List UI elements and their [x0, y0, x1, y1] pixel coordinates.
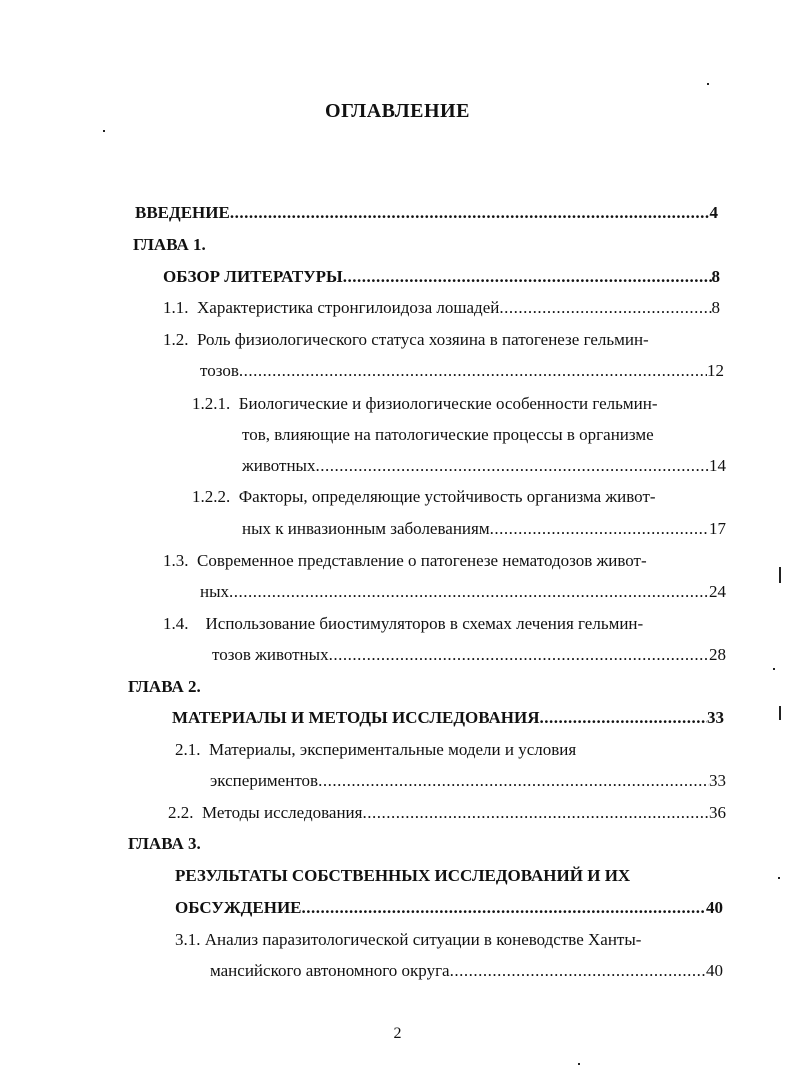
toc-entry-number: 1.2.2.	[192, 487, 231, 506]
leader-dots	[230, 201, 710, 225]
toc-entry-1-2-2-continuation	[242, 517, 726, 541]
toc-entry-text: Характеристика стронгилоидоза лошадей	[197, 298, 500, 317]
leader-dots	[239, 359, 707, 383]
toc-chapter-2	[128, 675, 201, 699]
toc-entry-number: 3.1.	[175, 930, 201, 949]
scan-speck	[578, 1063, 580, 1065]
toc-entry-3-1-continuation	[210, 959, 723, 983]
toc-entry-page: 33	[709, 771, 726, 790]
toc-entry-text: Современное представление о патогенезе нематодозов живот-	[197, 551, 647, 570]
toc-entry-2-1-continuation	[210, 769, 726, 793]
toc-entry-number: 1.3.	[163, 551, 189, 570]
toc-entry-page: 14	[709, 456, 726, 475]
toc-entry-1-2	[163, 328, 649, 352]
leader-dots	[362, 801, 709, 825]
toc-entry-text: Роль физиологического статуса хозяина в патогенезе гельмин-	[197, 330, 649, 349]
toc-entry-results	[175, 864, 630, 888]
leader-dots	[229, 580, 709, 604]
toc-entry-results-continuation	[175, 896, 723, 920]
scan-speck	[779, 706, 781, 720]
scan-speck	[773, 668, 775, 670]
toc-entry-2-2	[168, 801, 726, 825]
toc-entry-1-1	[163, 296, 720, 320]
toc-entry-page: 33	[707, 708, 724, 727]
toc-entry-introduction	[135, 201, 718, 225]
leader-dots	[329, 643, 709, 667]
toc-entry-number: 1.4.	[163, 614, 189, 633]
toc-entry-number: 1.2.1.	[192, 394, 231, 413]
toc-entry-number: 1.2.	[163, 330, 189, 349]
scan-speck	[707, 83, 709, 85]
toc-entry-2-1	[175, 738, 576, 762]
toc-entry-text: тозов животных	[212, 645, 329, 664]
toc-entry-text: ОБСУЖДЕНИЕ	[175, 898, 302, 917]
toc-entry-page: 40	[706, 898, 723, 917]
toc-entry-1-2-2	[192, 485, 656, 509]
toc-entry-page: 8	[711, 298, 720, 317]
toc-entry-1-3	[163, 549, 647, 573]
toc-chapter-heading: ГЛАВА 3.	[128, 834, 201, 853]
leader-dots	[490, 517, 709, 541]
toc-entry-text: МАТЕРИАЛЫ И МЕТОДЫ ИССЛЕДОВАНИЯ	[172, 708, 540, 727]
leader-dots	[315, 454, 709, 478]
toc-chapter-3	[128, 832, 201, 856]
toc-entry-text: Биологические и физиологические особенности гельмин-	[238, 394, 658, 413]
toc-entry-text: Использование биостимуляторов в схемах лечения гельмин-	[205, 614, 644, 633]
toc-entry-3-1	[175, 928, 641, 952]
toc-entry-text: РЕЗУЛЬТАТЫ СОБСТВЕННЫХ ИССЛЕДОВАНИЙ И ИХ	[175, 866, 631, 885]
toc-entry-1-2-1-continuation-2	[242, 454, 726, 478]
toc-chapter-heading: ГЛАВА 2.	[128, 677, 201, 696]
leader-dots	[450, 959, 706, 983]
toc-entry-text: ВВЕДЕНИЕ	[135, 203, 230, 222]
toc-entry-1-2-1	[192, 392, 658, 416]
toc-entry-page: 28	[709, 645, 726, 664]
toc-entry-1-4	[163, 612, 643, 636]
leader-dots	[318, 769, 709, 793]
toc-chapter-1	[133, 233, 206, 257]
toc-entry-text: Факторы, определяющие устойчивость организма живот-	[238, 487, 656, 506]
toc-entry-text: ных	[200, 582, 230, 601]
scan-speck	[103, 130, 105, 132]
toc-entry-page: 36	[709, 803, 726, 822]
toc-chapter-heading: ГЛАВА 1.	[133, 235, 206, 254]
toc-entry-text: Методы исследования	[202, 803, 363, 822]
toc-entry-1-2-1-continuation	[242, 423, 654, 447]
toc-entry-literature-review	[163, 265, 720, 289]
scan-speck	[779, 567, 781, 583]
toc-entry-1-3-continuation	[200, 580, 726, 604]
toc-entry-text: мансийского автономного округа	[210, 961, 450, 980]
toc-entry-text: ных к инвазионным заболеваниям	[242, 519, 490, 538]
toc-entry-text: тов, влияющие на патологические процессы в организме	[242, 425, 654, 444]
leader-dots	[343, 265, 712, 289]
toc-entry-text: животных	[242, 456, 316, 475]
toc-entry-page: 40	[706, 961, 723, 980]
toc-title: ОГЛАВЛЕНИЕ	[325, 100, 470, 122]
toc-entry-1-2-continuation	[200, 359, 724, 383]
toc-entry-1-4-continuation	[212, 643, 726, 667]
toc-entry-text: экспериментов	[210, 771, 319, 790]
toc-entry-materials-methods	[172, 706, 724, 730]
toc-entry-page: 12	[707, 361, 724, 380]
leader-dots	[302, 896, 706, 920]
leader-dots	[499, 296, 711, 320]
toc-entry-page: 17	[709, 519, 726, 538]
leader-dots	[540, 706, 707, 730]
toc-entry-number: 1.1.	[163, 298, 189, 317]
toc-entry-page: 24	[709, 582, 726, 601]
scan-speck	[778, 877, 780, 879]
toc-entry-number: 2.1.	[175, 740, 201, 759]
toc-entry-number: 2.2.	[168, 803, 194, 822]
toc-entry-text: ОБЗОР ЛИТЕРАТУРЫ	[163, 267, 343, 286]
toc-entry-page: 4	[709, 203, 718, 222]
toc-entry-page: 8	[711, 267, 720, 286]
toc-entry-text: тозов	[200, 361, 239, 380]
toc-entry-text: Материалы, экспериментальные модели и условия	[209, 740, 577, 759]
page-number: 2	[393, 1025, 402, 1042]
toc-entry-text: Анализ паразитологической ситуации в коневодстве Ханты-	[204, 930, 642, 949]
